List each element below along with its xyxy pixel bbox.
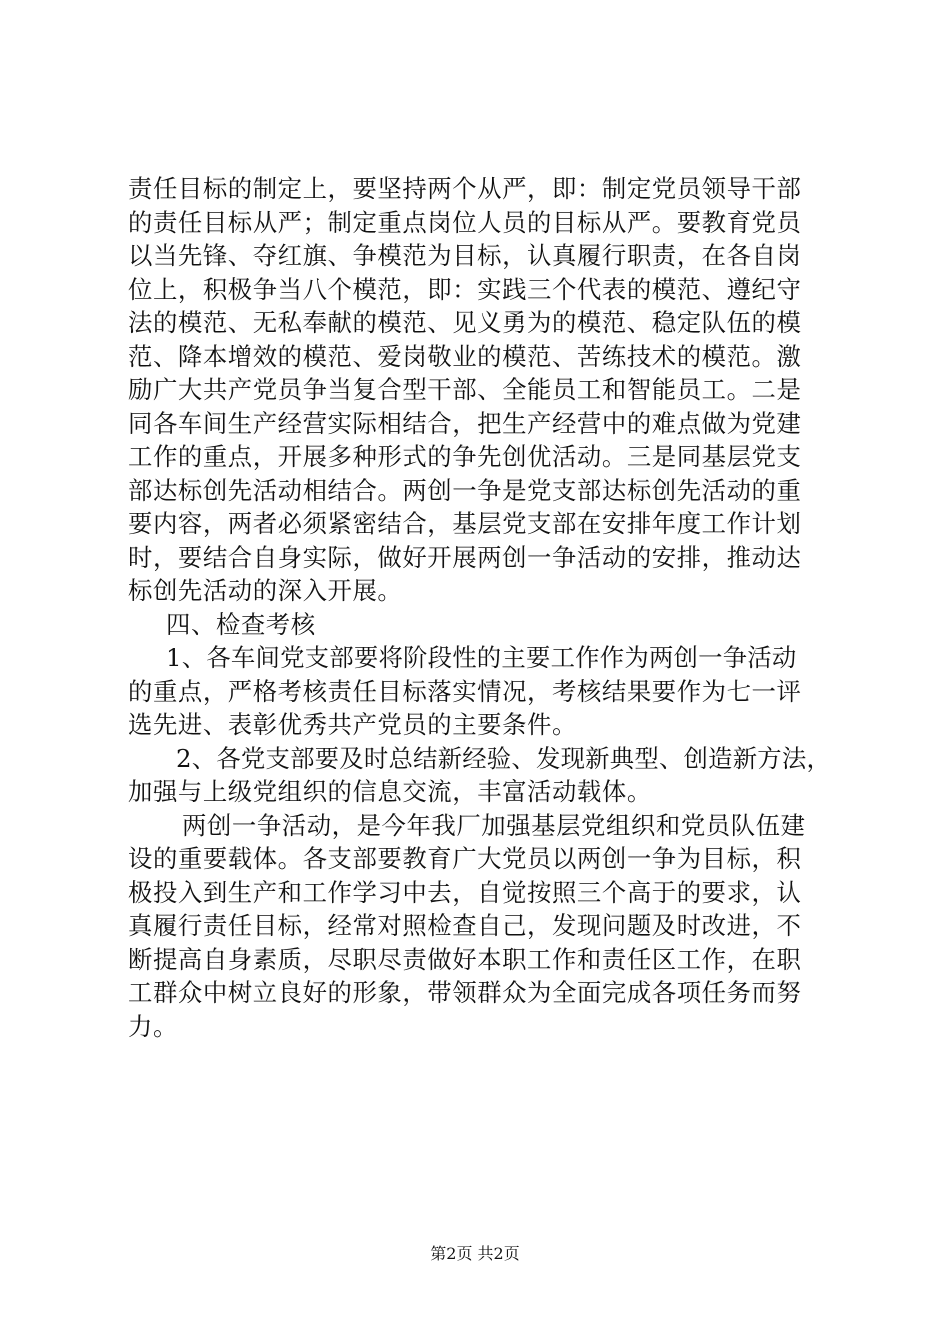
text-line: 责任目标的制定上，要坚持两个从严，即：制定党员领导干部 xyxy=(128,174,802,203)
text-line: 加强与上级党组织的信息交流，丰富活动载体。 xyxy=(128,777,652,806)
text-line: 以当先锋、夺红旗、争模范为目标，认真履行职责，在各自岗 xyxy=(128,241,802,270)
text-line: 要内容，两者必须紧密结合，基层党支部在安排年度工作计划 xyxy=(128,509,802,538)
text-line: 断提高自身素质，尽职尽责做好本职工作和责任区工作，在职 xyxy=(128,944,802,974)
text-line: 励广大共产党员争当复合型干部、全能员工和智能员工。二是 xyxy=(128,375,802,404)
text-line: 部达标创先活动相结合。两创一争是党支部达标创先活动的重 xyxy=(128,475,802,505)
text-line: 极投入到生产和工作学习中去，自觉按照三个高于的要求，认 xyxy=(128,877,802,907)
text-line: 选先进、表彰优秀共产党员的主要条件。 xyxy=(128,710,577,739)
text-line: 真履行责任目标，经常对照检查自己，发现问题及时改进，不 xyxy=(128,911,802,940)
page-footer: 第2页 共2页 xyxy=(430,1244,520,1263)
text-line: 法的模范、无私奉献的模范、见义勇为的模范、稳定队伍的模 xyxy=(128,308,802,337)
text-line: 范、降本增效的模范、爱岗敬业的模范、苦练技术的模范。激 xyxy=(128,341,802,371)
text-line: 设的重要载体。各支部要教育广大党员以两创一争为目标，积 xyxy=(128,844,802,873)
text-line: 同各车间生产经营实际相结合，把生产经营中的难点做为党建 xyxy=(128,408,802,438)
text-line: 时，要结合自身实际，做好开展两创一争活动的安排，推动达 xyxy=(128,542,802,572)
text-line: 的责任目标从严；制定重点岗位人员的目标从严。要教育党员 xyxy=(128,207,802,237)
text-line: 力。 xyxy=(128,1011,178,1041)
text-line: 的重点，严格考核责任目标落实情况，考核结果要作为七一评 xyxy=(128,676,802,706)
text-line: 位上，积极争当八个模范，即：实践三个代表的模范、遵纪守 xyxy=(128,274,802,304)
text-line: 工群众中树立良好的形象，带领群众为全面完成各项任务而努 xyxy=(128,978,802,1007)
text-line: 四、检查考核 xyxy=(166,609,316,639)
text-line: 工作的重点，开展多种形式的争先创优活动。三是同基层党支 xyxy=(128,442,802,471)
text-line: 1、各车间党支部要将阶段性的主要工作作为两创一争活动 xyxy=(166,643,797,672)
text-line: 两创一争活动，是今年我厂加强基层党组织和党员队伍建 xyxy=(182,810,806,840)
text-line: 2、各党支部要及时总结新经验、发现新典型、创造新方法， xyxy=(176,743,832,773)
text-line: 标创先活动的深入开展。 xyxy=(128,576,403,605)
body-text xyxy=(128,172,832,1043)
